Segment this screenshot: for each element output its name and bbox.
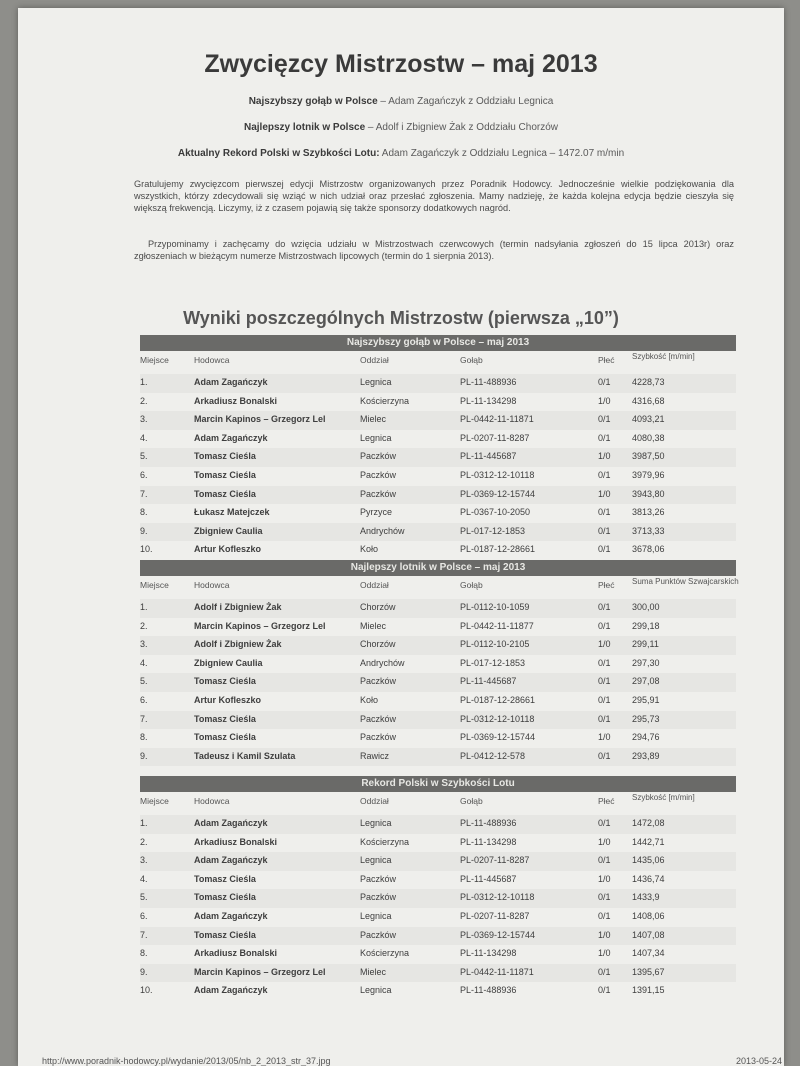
table-row (140, 964, 736, 983)
cell-place: 7. (140, 713, 148, 724)
header-breeder: Hodowca (194, 355, 230, 365)
table-header (140, 793, 736, 815)
table-row (140, 729, 736, 748)
cell-score: 299,18 (632, 620, 660, 631)
table-row (140, 908, 736, 927)
header-breeder: Hodowca (194, 580, 230, 590)
cell-score: 1395,67 (632, 966, 665, 977)
cell-score: 297,30 (632, 657, 660, 668)
table-row (140, 486, 736, 505)
cell-branch: Paczków (360, 929, 397, 940)
cell-breeder: Adam Zagańczyk (194, 910, 268, 921)
cell-breeder: Tomasz Cieśla (194, 892, 256, 903)
cell-pigeon: PL-0442-11-11871 (460, 966, 534, 977)
cell-sex: 0/1 (598, 544, 611, 555)
cell-branch: Koło (360, 544, 379, 555)
table-row (140, 618, 736, 637)
cell-breeder: Adolf i Zbigniew Żak (194, 602, 282, 612)
cell-breeder: Zbigniew Caulia (194, 657, 263, 668)
table-row (140, 927, 736, 946)
cell-score: 1436,74 (632, 873, 665, 884)
cell-sex: 0/1 (598, 469, 611, 480)
table-row (140, 523, 736, 542)
results-table-fastest (140, 352, 736, 560)
cell-branch: Mielec (360, 966, 387, 977)
cell-pigeon: PL-0369-12-15744 (460, 488, 536, 499)
cell-branch: Legnica (360, 910, 392, 921)
cell-pigeon: PL-0367-10-2050 (460, 507, 531, 518)
table-row (140, 393, 736, 412)
speed-record (18, 148, 784, 159)
cell-score: 1391,15 (632, 985, 665, 996)
cell-branch: Legnica (360, 818, 392, 828)
reminder-paragraph: Przypominamy i zachęcamy do wzięcia udziału w Mistrzostwach czerwcowych (termin nadsyłania zgłoszeń do 15 lipca 2013r) oraz zgłoszeniach w bieżącym numerze Mistrzostwach lipcowych (termin do 1 sierpnia 2013). (134, 239, 734, 261)
cell-sex: 0/1 (598, 910, 611, 921)
footer-url[interactable]: http://www.poradnik-hodowcy.pl/wydanie/2013/05/nb_2_2013_str_37.jpg (42, 1056, 331, 1066)
cell-branch: Paczków (360, 732, 397, 743)
header-sex: Płeć (598, 580, 615, 590)
cell-place: 2. (140, 620, 148, 631)
table-row (140, 504, 736, 523)
cell-score: 1472,08 (632, 818, 665, 828)
cell-place: 3. (140, 639, 148, 650)
cell-place: 8. (140, 732, 148, 743)
table-row (140, 655, 736, 674)
cell-place: 2. (140, 836, 148, 847)
cell-branch: Paczków (360, 451, 397, 462)
cell-place: 3. (140, 855, 148, 866)
cell-pigeon: PL-0187-12-28661 (460, 694, 536, 705)
table-row (140, 448, 736, 467)
cell-breeder: Adam Zagańczyk (194, 818, 268, 828)
cell-breeder: Adam Zagańczyk (194, 377, 268, 387)
cell-sex: 0/1 (598, 676, 611, 687)
cell-pigeon: PL-0369-12-15744 (460, 929, 536, 940)
cell-branch: Kościerzyna (360, 948, 410, 959)
footer-date: 2013-05-24 (735, 1056, 782, 1066)
table-band-record: Rekord Polski w Szybkości Lotu (140, 776, 736, 792)
table-row (140, 374, 736, 393)
cell-score: 4316,68 (632, 395, 665, 406)
winner-fastest-pigeon (18, 96, 784, 107)
cell-pigeon: PL-0442-11-11877 (460, 620, 534, 631)
cell-branch: Paczków (360, 713, 397, 724)
cell-pigeon: PL-11-445687 (460, 676, 517, 687)
meta-value: – Adam Zagańczyk z Oddziału Legnica (377, 96, 554, 107)
header-pigeon: Gołąb (460, 796, 483, 806)
cell-pigeon: PL-0412-12-578 (460, 750, 526, 761)
cell-branch: Paczków (360, 873, 397, 884)
cell-place: 6. (140, 910, 148, 921)
table-row (140, 467, 736, 486)
cell-score: 3987,50 (632, 451, 665, 462)
meta-value: – Adolf i Zbigniew Żak z Oddziału Chorzów (365, 122, 559, 133)
cell-sex: 1/0 (598, 929, 611, 940)
cell-pigeon: PL-0112-10-2105 (460, 639, 530, 650)
cell-pigeon: PL-11-134298 (460, 395, 517, 406)
cell-breeder: Adam Zagańczyk (194, 855, 268, 866)
table-row (140, 430, 736, 449)
table-row (140, 599, 736, 618)
cell-place: 7. (140, 488, 148, 499)
cell-sex: 0/1 (598, 414, 611, 425)
cell-breeder: Marcin Kapinos – Grzegorz Lel (194, 966, 326, 977)
cell-score: 299,11 (632, 639, 659, 650)
cell-breeder: Łukasz Matejczek (194, 507, 270, 518)
table-row (140, 889, 736, 908)
cell-sex: 0/1 (598, 750, 611, 761)
cell-sex: 1/0 (598, 948, 611, 959)
table-row (140, 692, 736, 711)
cell-pigeon: PL-0312-12-10118 (460, 469, 535, 480)
cell-sex: 0/1 (598, 985, 611, 996)
cell-place: 1. (140, 377, 148, 387)
cell-pigeon: PL-11-134298 (460, 948, 517, 959)
cell-breeder: Tomasz Cieśla (194, 469, 256, 480)
header-pigeon: Gołąb (460, 355, 483, 365)
cell-score: 3943,80 (632, 488, 665, 499)
cell-branch: Kościerzyna (360, 395, 410, 406)
results-table-record (140, 793, 736, 1001)
cell-breeder: Arkadiusz Bonalski (194, 395, 278, 406)
cell-breeder: Adam Zagańczyk (194, 985, 268, 996)
cell-pigeon: PL-11-488936 (460, 377, 517, 387)
cell-sex: 1/0 (598, 451, 611, 462)
table-row (140, 815, 736, 834)
cell-place: 8. (140, 948, 148, 959)
table-row (140, 541, 736, 560)
cell-branch: Rawicz (360, 750, 390, 761)
cell-score: 3979,96 (632, 469, 665, 480)
cell-branch: Paczków (360, 676, 397, 687)
header-branch: Oddział (360, 580, 389, 590)
cell-score: 297,08 (632, 676, 660, 687)
table-row (140, 982, 736, 1001)
table-band-best-flyer: Najlepszy lotnik w Polsce – maj 2013 (140, 560, 736, 576)
cell-sex: 0/1 (598, 620, 611, 631)
cell-sex: 1/0 (598, 732, 611, 743)
table-band-fastest: Najszybszy gołąb w Polsce – maj 2013 (140, 335, 736, 351)
cell-sex: 0/1 (598, 966, 611, 977)
cell-sex: 0/1 (598, 432, 611, 443)
cell-sex: 0/1 (598, 602, 611, 612)
cell-pigeon: PL-0207-11-8287 (460, 910, 530, 921)
page-footer (42, 1056, 782, 1066)
cell-branch: Koło (360, 694, 379, 705)
cell-breeder: Tomasz Cieśla (194, 873, 256, 884)
winner-best-flyer (18, 122, 784, 133)
cell-breeder: Adam Zagańczyk (194, 432, 268, 443)
results-heading: Wyniki poszczególnych Mistrzostw (pierwsza „10”) (183, 308, 619, 328)
table-row (140, 748, 736, 767)
meta-label: Najlepszy lotnik w Polsce (243, 122, 366, 133)
results-table-best-flyer (140, 577, 739, 766)
cell-breeder: Marcin Kapinos – Grzegorz Lel (194, 620, 326, 631)
cell-pigeon: PL-11-488936 (460, 818, 517, 828)
table-row (140, 711, 736, 730)
header-breeder: Hodowca (194, 796, 230, 806)
cell-score: 1407,08 (632, 929, 665, 940)
cell-score: 1407,34 (632, 948, 665, 959)
table-row (140, 945, 736, 964)
table-row (140, 636, 736, 655)
cell-sex: 1/0 (598, 639, 611, 650)
cell-branch: Legnica (360, 985, 392, 996)
cell-breeder: Artur Kofleszko (194, 544, 262, 555)
cell-sex: 0/1 (598, 892, 611, 903)
cell-place: 10. (140, 544, 153, 555)
cell-branch: Pyrzyce (360, 507, 393, 518)
header-branch: Oddział (360, 355, 389, 365)
page-title: Zwycięzcy Mistrzostw – maj 2013 (204, 50, 598, 78)
cell-breeder: Artur Kofleszko (194, 694, 262, 705)
cell-pigeon: PL-0369-12-15744 (460, 732, 536, 743)
cell-sex: 0/1 (598, 713, 611, 724)
cell-sex: 0/1 (598, 855, 611, 866)
cell-place: 8. (140, 507, 148, 518)
cell-pigeon: PL-0442-11-11871 (460, 414, 534, 425)
header-score: Szybkość [m/min] (632, 352, 695, 361)
cell-breeder: Tomasz Cieśla (194, 676, 256, 687)
cell-pigeon: PL-11-134298 (460, 836, 517, 847)
header-branch: Oddział (360, 796, 389, 806)
cell-sex: 1/0 (598, 836, 611, 847)
cell-branch: Mielec (360, 620, 387, 631)
meta-value: Adam Zagańczyk z Oddziału Legnica – 1472.07 m/min (379, 148, 625, 159)
intro-paragraph: Gratulujemy zwycięzcom pierwszej edycji Mistrzostw organizowanych przez Poradnik Hodowcy. Jednocześnie wielkie podziękowania dla wszystkich, którzy zdecydowali się wziąć w nich udział oraz przesłać zgłoszenia. Mamy nadzieję, że każda kolejna edycja będzie cieszyła się większą frekwencją. Liczymy, iż z czasem pojawią się także sponsorzy dodatkowych nagród. (134, 179, 734, 213)
cell-pigeon: PL-017-12-1853 (460, 657, 526, 668)
cell-score: 295,73 (632, 713, 660, 724)
cell-pigeon: PL-11-488936 (460, 985, 517, 996)
cell-place: 5. (140, 451, 148, 462)
cell-score: 3678,06 (632, 544, 665, 555)
cell-branch: Paczków (360, 488, 397, 499)
cell-branch: Paczków (360, 469, 397, 480)
cell-place: 7. (140, 929, 148, 940)
cell-sex: 0/1 (598, 818, 611, 828)
cell-place: 5. (140, 892, 148, 903)
cell-sex: 0/1 (598, 377, 611, 387)
cell-place: 6. (140, 694, 148, 705)
cell-score: 294,76 (632, 732, 660, 743)
cell-breeder: Tomasz Cieśla (194, 713, 256, 724)
cell-breeder: Arkadiusz Bonalski (194, 836, 278, 847)
header-place: Miejsce (140, 796, 169, 806)
cell-score: 4228,73 (632, 377, 665, 387)
cell-place: 4. (140, 432, 148, 443)
cell-pigeon: PL-017-12-1853 (460, 525, 526, 536)
table-header (140, 577, 739, 599)
cell-breeder: Tomasz Cieśla (194, 929, 256, 940)
cell-score: 1433,9 (632, 892, 660, 903)
cell-place: 1. (140, 818, 148, 828)
table-row (140, 673, 736, 692)
cell-branch: Legnica (360, 377, 392, 387)
meta-label: Najszybszy gołąb w Polsce (248, 96, 378, 107)
cell-branch: Paczków (360, 892, 397, 903)
cell-score: 1435,06 (632, 855, 665, 866)
table-row (140, 852, 736, 871)
table-header (140, 352, 736, 374)
cell-branch: Chorzów (360, 639, 396, 650)
cell-score: 295,91 (632, 694, 660, 705)
cell-score: 293,89 (632, 750, 660, 761)
cell-branch: Andrychów (360, 525, 405, 536)
cell-sex: 0/1 (598, 657, 611, 668)
cell-pigeon: PL-0112-10-1059 (460, 602, 530, 612)
cell-score: 4093,21 (632, 414, 665, 425)
cell-branch: Legnica (360, 432, 392, 443)
cell-place: 4. (140, 873, 148, 884)
cell-place: 9. (140, 966, 148, 977)
cell-breeder: Arkadiusz Bonalski (194, 948, 278, 959)
cell-pigeon: PL-0312-12-10118 (460, 892, 535, 903)
cell-branch: Chorzów (360, 602, 396, 612)
table-row (140, 834, 736, 853)
cell-score: 300,00 (632, 602, 660, 612)
document-page (18, 8, 784, 1066)
header-score: Szybkość [m/min] (632, 793, 695, 802)
cell-sex: 0/1 (598, 694, 611, 705)
cell-score: 3813,26 (632, 507, 665, 518)
cell-branch: Mielec (360, 414, 387, 425)
cell-breeder: Marcin Kapinos – Grzegorz Lel (194, 414, 326, 425)
cell-score: 3713,33 (632, 525, 665, 536)
meta-label: Aktualny Rekord Polski w Szybkości Lotu: (177, 148, 380, 159)
header-sex: Płeć (598, 355, 615, 365)
cell-place: 4. (140, 657, 148, 668)
cell-pigeon: PL-11-445687 (460, 451, 517, 462)
cell-sex: 1/0 (598, 873, 611, 884)
cell-breeder: Adolf i Zbigniew Żak (194, 639, 282, 650)
cell-score: 1408,06 (632, 910, 665, 921)
cell-score: 4080,38 (632, 432, 665, 443)
cell-pigeon: PL-0187-12-28661 (460, 544, 536, 555)
cell-place: 5. (140, 676, 148, 687)
cell-place: 9. (140, 525, 148, 536)
cell-pigeon: PL-0312-12-10118 (460, 713, 535, 724)
header-sex: Płeć (598, 796, 615, 806)
cell-place: 6. (140, 469, 148, 480)
cell-breeder: Tadeusz i Kamil Szulata (194, 750, 296, 761)
cell-sex: 1/0 (598, 488, 611, 499)
cell-pigeon: PL-0207-11-8287 (460, 432, 530, 443)
header-place: Miejsce (140, 580, 169, 590)
cell-branch: Kościerzyna (360, 836, 410, 847)
cell-place: 2. (140, 395, 148, 406)
table-row (140, 411, 736, 430)
cell-place: 3. (140, 414, 148, 425)
cell-branch: Andrychów (360, 657, 405, 668)
header-pigeon: Gołąb (460, 580, 483, 590)
cell-breeder: Tomasz Cieśla (194, 488, 256, 499)
cell-breeder: Zbigniew Caulia (194, 525, 263, 536)
cell-sex: 0/1 (598, 507, 611, 518)
header-score: Suma Punktów Szwajcarskich (632, 577, 739, 586)
cell-place: 9. (140, 750, 148, 761)
cell-branch: Legnica (360, 855, 392, 866)
cell-breeder: Tomasz Cieśla (194, 451, 256, 462)
table-row (140, 871, 736, 890)
header-place: Miejsce (140, 355, 169, 365)
cell-pigeon: PL-11-445687 (460, 873, 517, 884)
cell-breeder: Tomasz Cieśla (194, 732, 256, 743)
cell-sex: 1/0 (598, 395, 611, 406)
cell-place: 10. (140, 985, 153, 996)
cell-place: 1. (140, 602, 148, 612)
cell-score: 1442,71 (632, 836, 665, 847)
cell-pigeon: PL-0207-11-8287 (460, 855, 530, 866)
cell-sex: 0/1 (598, 525, 611, 536)
